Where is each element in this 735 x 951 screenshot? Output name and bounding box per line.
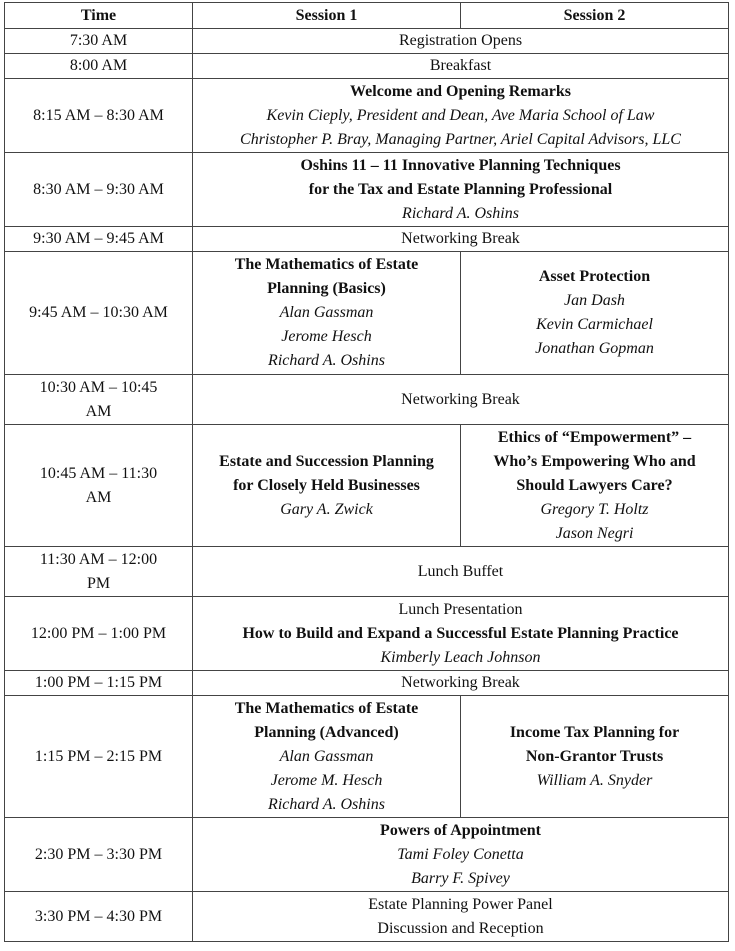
time-cell: 2:30 PM – 3:30 PM — [5, 818, 193, 892]
header-row — [5, 3, 729, 29]
time-cell: 1:00 PM – 1:15 PM — [5, 671, 193, 696]
table-row — [5, 375, 729, 425]
table-row — [5, 818, 729, 892]
time-cell — [5, 425, 193, 547]
table-row — [5, 892, 729, 942]
event-cell — [193, 892, 729, 942]
table-row — [5, 79, 729, 153]
table-row — [5, 597, 729, 671]
session2-cell — [461, 252, 729, 375]
speaker: Richard A. Oshins — [402, 204, 519, 222]
table-row — [5, 29, 729, 54]
time-line: PM — [86, 574, 111, 592]
table-row — [5, 252, 729, 375]
table-row — [5, 54, 729, 79]
session-title: for the Tax and Estate Planning Professional — [308, 180, 613, 198]
time-cell: 12:00 PM – 1:00 PM — [5, 597, 193, 671]
time-line: AM — [85, 402, 112, 420]
time-cell: 8:15 AM – 8:30 AM — [5, 79, 193, 153]
table-row — [5, 425, 729, 547]
event-cell: Registration Opens — [193, 29, 729, 54]
session2-cell — [461, 425, 729, 547]
session-title: Who’s Empowering Who and — [493, 452, 696, 470]
speaker: Richard A. Oshins — [268, 352, 385, 369]
header-session1: Session 1 — [193, 3, 461, 29]
event-cell — [193, 79, 729, 153]
speaker: Jan Dash — [564, 292, 625, 309]
session-title: Ethics of “Empowerment” – — [497, 428, 692, 446]
speaker: Christopher P. Bray, Managing Partner, Ariel Capital Advisors, LLC — [240, 130, 681, 148]
time-cell: 8:00 AM — [5, 54, 193, 79]
time-cell: 9:45 AM – 10:30 AM — [5, 252, 193, 375]
time-cell — [5, 375, 193, 425]
speaker: Jason Negri — [555, 524, 634, 542]
agenda-table — [4, 2, 729, 942]
session-title: Income Tax Planning for — [509, 723, 680, 741]
event-cell: Lunch Buffet — [193, 547, 729, 597]
speaker: Richard A. Oshins — [268, 795, 385, 813]
speaker: Jerome M. Hesch — [270, 771, 383, 789]
time-line: 11:30 AM – 12:00 — [39, 550, 158, 568]
event-subtitle: Lunch Presentation — [398, 600, 523, 618]
session-title: Powers of Appointment — [380, 821, 541, 839]
session-title: Planning (Advanced) — [254, 723, 399, 741]
event-cell — [193, 153, 729, 227]
time-cell: 8:30 AM – 9:30 AM — [5, 153, 193, 227]
header-session2: Session 2 — [461, 3, 729, 29]
speaker: Jerome Hesch — [281, 328, 372, 345]
event-line: Discussion and Reception — [377, 919, 544, 937]
table-row — [5, 547, 729, 597]
speaker: Barry F. Spivey — [411, 869, 510, 887]
table-row — [5, 153, 729, 227]
event-cell: Breakfast — [193, 54, 729, 79]
table-row — [5, 696, 729, 818]
time-line: 10:45 AM – 11:30 — [39, 464, 158, 482]
session-title: Non-Grantor Trusts — [525, 747, 664, 765]
speaker: Alan Gassman — [279, 747, 374, 765]
speaker: Gary A. Zwick — [280, 500, 373, 518]
event-cell — [193, 597, 729, 671]
time-cell: 3:30 PM – 4:30 PM — [5, 892, 193, 942]
speaker: Kevin Cieply, President and Dean, Ave Maria School of Law — [266, 106, 655, 124]
event-cell — [193, 818, 729, 892]
session-title: Asset Protection — [538, 268, 651, 285]
event-cell: Networking Break — [193, 227, 729, 252]
session-title: How to Build and Expand a Successful Estate Planning Practice — [242, 624, 679, 642]
event-line: Estate Planning Power Panel — [368, 895, 553, 913]
session-title: The Mathematics of Estate — [234, 699, 419, 717]
session-title: Estate and Succession Planning — [219, 452, 434, 470]
speaker: Gregory T. Holtz — [540, 500, 649, 518]
time-cell: 9:30 AM – 9:45 AM — [5, 227, 193, 252]
session-title: Should Lawyers Care? — [516, 476, 673, 494]
session-title: Oshins 11 – 11 Innovative Planning Techniques — [300, 156, 621, 174]
event-cell: Networking Break — [193, 671, 729, 696]
session1-cell — [193, 696, 461, 818]
table-row — [5, 671, 729, 696]
session-title: Planning (Basics) — [267, 280, 386, 297]
speaker: Tami Foley Conetta — [397, 845, 524, 863]
session1-cell — [193, 425, 461, 547]
time-line: 10:30 AM – 10:45 — [39, 378, 158, 396]
time-cell — [5, 547, 193, 597]
speaker: Kimberly Leach Johnson — [380, 648, 541, 666]
speaker: William A. Snyder — [536, 771, 653, 789]
speaker: Jonathan Gopman — [535, 340, 654, 357]
event-cell: Networking Break — [193, 375, 729, 425]
session1-cell — [193, 252, 461, 375]
session-title: The Mathematics of Estate — [234, 256, 419, 273]
time-cell: 7:30 AM — [5, 29, 193, 54]
time-cell: 1:15 PM – 2:15 PM — [5, 696, 193, 818]
header-time: Time — [5, 3, 193, 29]
time-line: AM — [85, 488, 112, 506]
session-title: Welcome and Opening Remarks — [350, 82, 571, 100]
table-row — [5, 227, 729, 252]
speaker: Kevin Carmichael — [536, 316, 653, 333]
speaker: Alan Gassman — [279, 304, 374, 321]
session-title: for Closely Held Businesses — [233, 476, 420, 494]
session2-cell — [461, 696, 729, 818]
